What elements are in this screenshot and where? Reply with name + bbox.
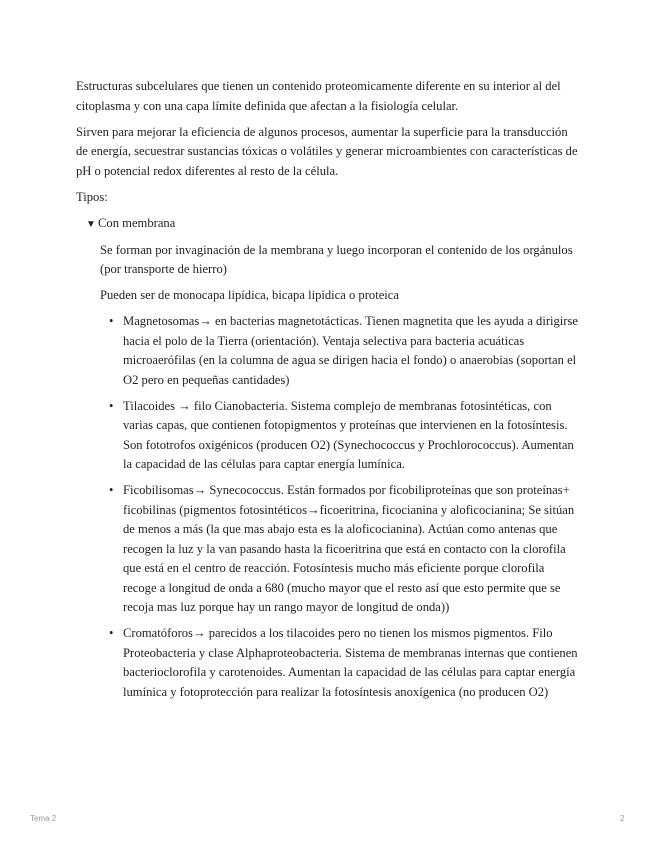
page-number: 2: [620, 814, 625, 823]
types-heading: Tipos:: [76, 189, 108, 204]
bullet-icon: •: [109, 483, 114, 497]
page-content: [76, 77, 579, 709]
layers-paragraph: Pueden ser de monocapa lipídica, bicapa lipídica o proteica: [100, 288, 399, 302]
list-item: • Magnetosomas→ en bacterias magnetotácticas. Tienen magnetita que les ayuda a dirigirse hacia el polo de la Tierra (orientación). Ventaja selectiva para bacteria acuáticas microaerófilas (en la columna de agua se dirigen hacia el fondo) o anaerobias (soportan el O2 pero en pequeñas cantidades): [109, 314, 578, 387]
list-item: • Cromatóforos→ parecidos a los tilacoides pero no tienen los mismos pigmentos. Filo Proteobacteria y clase Alphaproteobacteria. Sistema de membranas internas que contienen bacterioclorofila y carotenoides. Aumentan la capacidad de las células para captar energía lumínica y fotoprotección para realizar la fotosíntesis anoxígenica (no producen O2): [109, 626, 578, 699]
formation-paragraph: Se forman por invaginación de la membrana y luego incorporan el contenido de los orgánulos (por transporte de hierro): [100, 242, 573, 276]
list-item: • Tilacoides → filo Cianobacteria. Sistema complejo de membranas fotosintéticas, con varias capas, que contienen fotopigmentos y proteínas que intervienen en la fotosíntesis. Son fototrofos oxigénicos (producen O2) (Synechococcus y Prochlorococcus). Aumentan la capacidad de las células para captar energía lumínica.: [109, 398, 574, 471]
footer-title: Tema 2: [30, 814, 57, 823]
toggle-triangle-icon[interactable]: ▼: [86, 218, 96, 230]
functions-paragraph: Sirven para mejorar la eficiencia de algunos procesos, aumentar la superficie para la transducción de energía, secuestrar sustancias tóxicas o volátiles y generar microambientes con características de pH o potencial redox diferentes al resto de la célula.: [76, 124, 578, 178]
toggle-content: [100, 241, 580, 703]
toggle-con-membrana[interactable]: [86, 214, 579, 235]
bullet-icon: •: [109, 626, 114, 640]
list-item: • Ficobilisomas→ Synecococcus. Están formados por ficobiliproteínas que son proteínas+ ficobilinas (pigmentos fotosintéticos→ficoeritrina, ficocianina y aloficocianina; Se sitúan de menos a más (la que mas abajo esta es la aloficocianina). Actúan como antenas que recogen la luz y la van pasando hasta la ficoeritrina que está en contacto con la clorofila que está en el centro de reacción. Fotosíntesis mucho más eficiente porque clorofila recoge a longitud de onda a 680 (mucho mayor que el resto así que esto permite que se recoja mas luz porque hay un rango mayor de longitud de onda)): [109, 483, 575, 614]
intro-paragraph: Estructuras subcelulares que tienen un contenido proteomicamente diferente en su interior al del citoplasma y con una capa límite definida que afectan a la fisiología celular.: [76, 79, 561, 113]
structures-list: [100, 312, 580, 702]
bullet-icon: •: [109, 398, 114, 413]
bullet-icon: •: [109, 314, 114, 328]
toggle-label[interactable]: Con membrana: [98, 215, 176, 230]
